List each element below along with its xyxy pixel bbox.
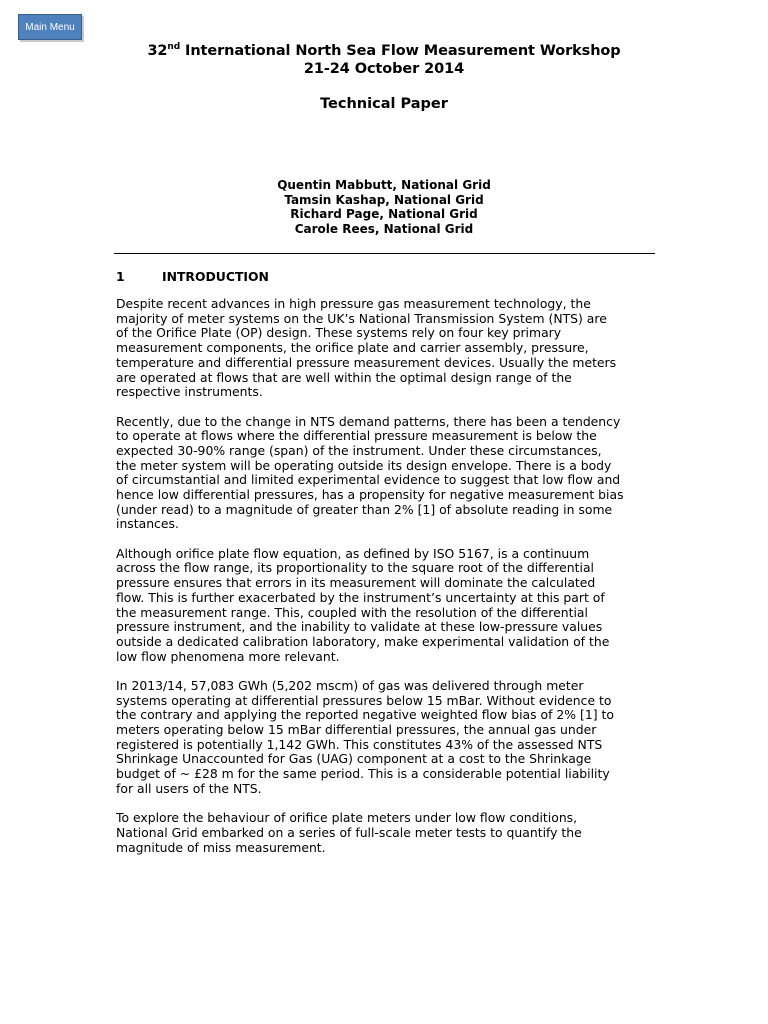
paper-type: Technical Paper [320,96,448,112]
workshop-title-line [0,42,768,60]
paragraph: Despite recent advances in high pressure gas measurement technology, the majority of meter systems on the UK’s National Transmission System (NTS) are of the Orifice Plate (OP) design. These systems rely on four key primary measurement components, the orifice plate and carrier assembly, pressure, temperature and differential pressure measurement devices. Usually the meters are operated at flows that are well within the optimal design range of the respective instruments. [116,296,617,400]
horizontal-rule [114,253,655,254]
section-title: INTRODUCTION [162,269,269,284]
paragraph: To explore the behaviour of orifice plate meters under low flow conditions, National Grid embarked on a series of full-scale meter tests to quantify the magnitude of miss measurement. [116,810,582,855]
main-menu-button[interactable]: Main Menu [18,14,82,40]
section-heading [116,269,269,284]
ordinal-number: 32 [147,43,168,59]
author: Tamsin Kashap, National Grid [284,192,484,207]
body-text [116,297,656,870]
workshop-name: International North Sea Flow Measurement Workshop [180,43,621,59]
paragraph: Although orifice plate flow equation, as defined by ISO 5167, is a continuum across the flow range, its proportionality to the square root of the differential pressure ensures that errors in its measurement will dominate the calculated flow. This is further exacerbated by the instrument’s uncertainty at this part of the measurement range. This, coupled with the resolution of the differential pressure instrument, and the inability to validate at these low-pressure values outside a dedicated calibration laboratory, make experimental validation of the low flow phenomena more relevant. [116,545,610,664]
workshop-title [0,42,768,78]
author-list [0,178,768,237]
author: Carole Rees, National Grid [294,222,474,237]
author: Richard Page, National Grid [290,207,478,222]
paragraph: Recently, due to the change in NTS demand patterns, there has been a tendency to operate at flows where the differential pressure measurement is below the expected 30-90% range (span) of the instrument. Under these circumstances, the meter system will be operating outside its design envelope. There is a body of circumstantial and limited experimental evidence to suggest that low flow and hence low differential pressures, has a propensity for negative measurement bias (under read) to a magnitude of greater than 2% [1] of absolute reading in some instances. [116,413,624,532]
workshop-dates: 21-24 October 2014 [303,61,465,77]
paragraph: In 2013/14, 57,083 GWh (5,202 mscm) of gas was delivered through meter systems operating at differential pressures below 15 mBar. Without evidence to the contrary and applying the reported negative weighted flow bias of 2% [1] to meters operating below 15 mBar differential pressures, the annual gas under registered is potentially 1,142 GWh. This constitutes 43% of the assessed NTS Shrinkage Unaccounted for Gas (UAG) component at a cost to the Shrinkage budget of ~ £28 m for the same period. This is a considerable potential liability for all users of the NTS. [116,677,614,796]
ordinal-suffix: nd [167,42,181,52]
section-number: 1 [116,269,125,284]
author: Quentin Mabbutt, National Grid [277,178,491,192]
